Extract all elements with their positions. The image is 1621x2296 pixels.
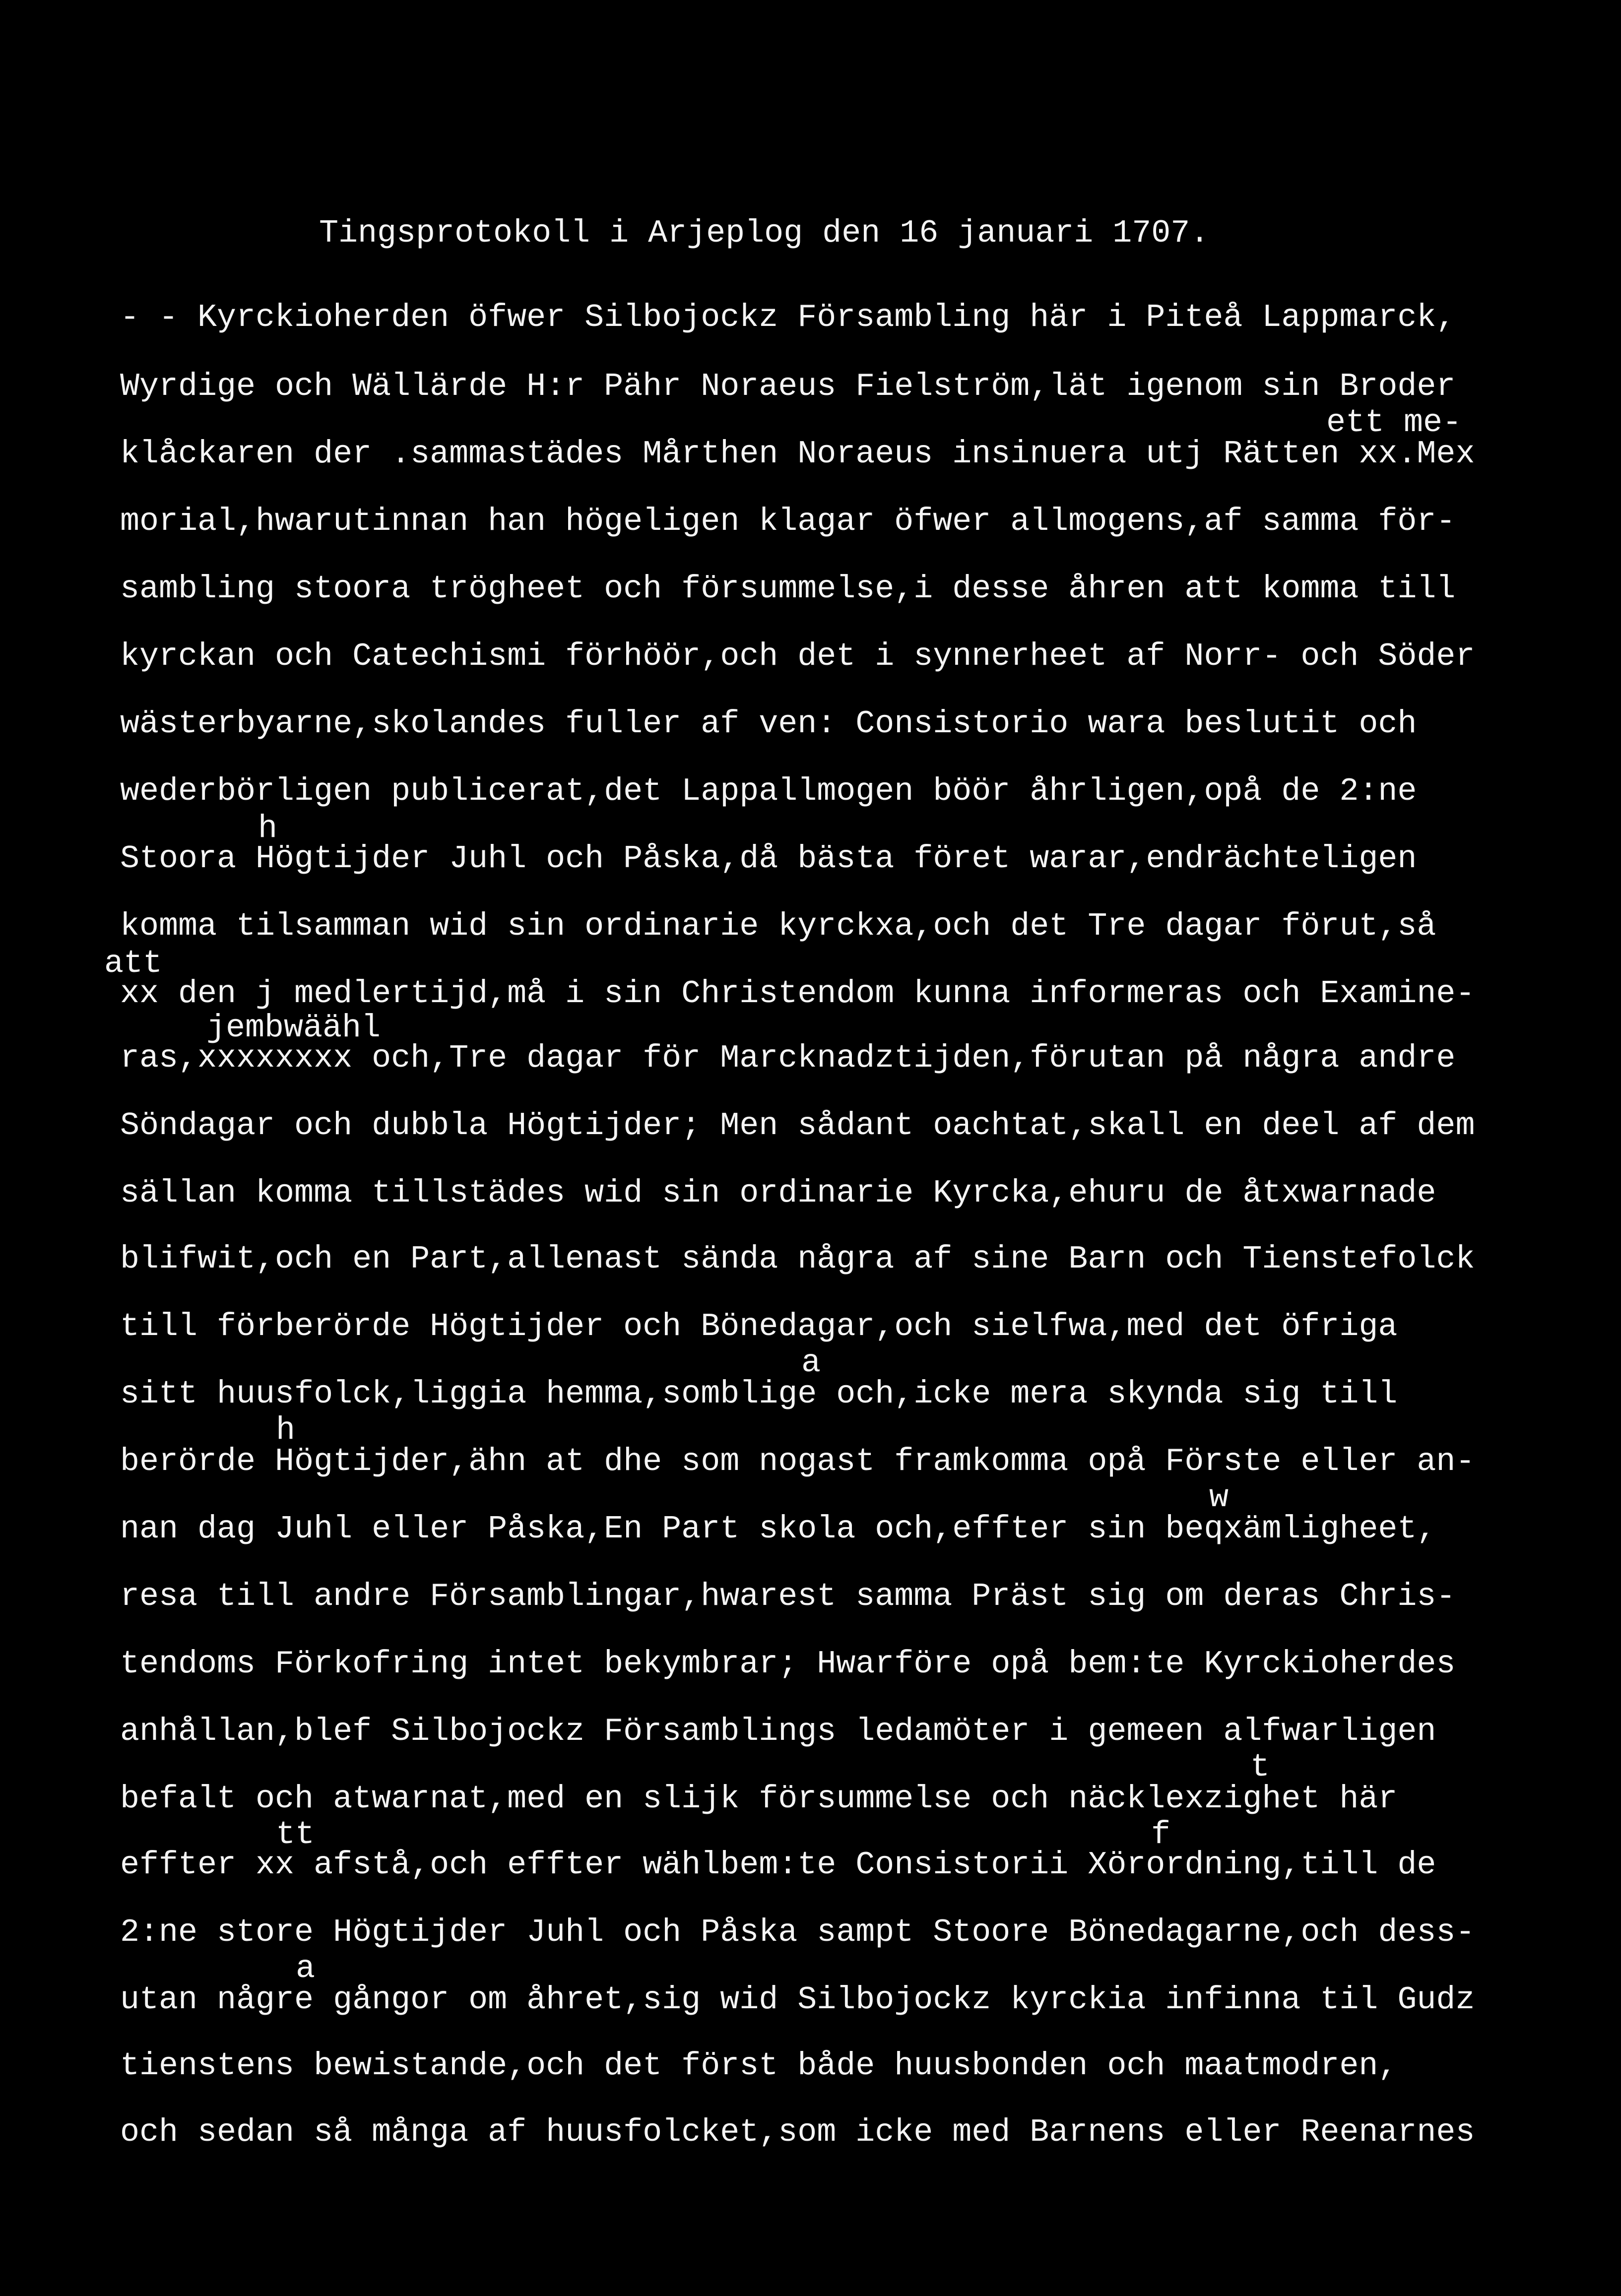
text-line: utan någre gångor om åhret,sig wid Silbojockz kyrckia infinna til Gudz (120, 1981, 1475, 2018)
interlinear-insertion: jembwäähl (206, 1010, 381, 1046)
text-line: morial,hwarutinnan han högeligen klagar öfwer allmogens,af samma för- (120, 503, 1456, 540)
interlinear-insertion: ett me- (1326, 404, 1462, 441)
interlinear-insertion: t (1250, 1749, 1270, 1786)
text-line: till förberörde Högtijder och Bönedagar,och sielfwa,med det öfriga (120, 1308, 1398, 1345)
text-line: tendoms Förkofring intet bekymbrar; Hwarföre opå bem:te Kyrckioherdes (120, 1646, 1456, 1682)
interlinear-insertion: att (104, 945, 163, 982)
text-line: xx den j medlertijd,må i sin Christendom kunna informeras och Examine- (120, 975, 1475, 1012)
text-line: blifwit,och en Part,allenast sända några af sine Barn och Tienstefolck (120, 1241, 1475, 1277)
text-line: nan dag Juhl eller Påska,En Part skola och,effter sin beqxämligheet, (120, 1511, 1436, 1547)
text-line: Wyrdige och Wällärde H:r Pähr Noraeus Fielström,lät igenom sin Broder (120, 368, 1456, 405)
text-line: klåckaren der .sammastädes Mårthen Noraeus insinuera utj Rätten xx.Mex (120, 436, 1475, 472)
interlinear-insertion: f (1151, 1816, 1171, 1853)
text-line: anhållan,blef Silbojockz Församblings ledamöter i gemeen alfwarligen (120, 1713, 1436, 1750)
text-line: komma tilsamman wid sin ordinarie kyrckxa,och det Tre dagar förut,så (120, 908, 1436, 945)
text-line: berörde Högtijder,ähn at dhe som nogast framkomma opå Förste eller an- (120, 1443, 1475, 1480)
text-line: 2:ne store Högtijder Juhl och Påska sampt Stoore Bönedagarne,och dess- (120, 1914, 1475, 1951)
text-line: sambling stoora trögheet och försummelse,i desse åhren att komma till (120, 571, 1456, 607)
text-line: - - Kyrckioherden öfwer Silbojockz Försambling här i Piteå Lappmarck, (120, 299, 1456, 336)
text-line: effter xx afstå,och effter wählbem:te Consistorii Xörordning,till de (120, 1847, 1436, 1883)
interlinear-insertion: h (276, 1412, 296, 1449)
text-line: sitt huusfolck,liggia hemma,somblige och,icke mera skynda sig till (120, 1376, 1398, 1412)
text-line: ras,xxxxxxxx och,Tre dagar för Marcknadztijden,förutan på några andre (120, 1040, 1456, 1077)
interlinear-insertion: a (296, 1950, 316, 1987)
document-title: Tingsprotokoll i Arjeplog den 16 januari 1707. (319, 215, 1210, 252)
text-line: wederbörligen publicerat,det Lappallmogen böör åhrligen,opå de 2:ne (120, 773, 1417, 810)
interlinear-insertion: w (1209, 1479, 1229, 1516)
text-line: Stoora Högtijder Juhl och Påska,då bästa föret warar,endrächteligen (120, 840, 1417, 877)
text-line: Söndagar och dubbla Högtijder; Men sådant oachtat,skall en deel af dem (120, 1107, 1475, 1144)
interlinear-insertion: a (801, 1344, 821, 1381)
interlinear-insertion: tt (276, 1816, 315, 1853)
text-line: kyrckan och Catechismi förhöör,och det i synnerheet af Norr- och Söder (120, 638, 1475, 675)
text-line: befalt och atwarnat,med en slijk försummelse och näcklexzighet här (120, 1781, 1398, 1817)
text-line: wästerbyarne,skolandes fuller af ven: Consistorio wara beslutit och (120, 705, 1417, 742)
text-line: sällan komma tillstädes wid sin ordinarie Kyrcka,ehuru de åtxwarnade (120, 1175, 1436, 1212)
text-line: tienstens bewistande,och det först både huusbonden och maatmodren, (120, 2047, 1398, 2084)
text-line: och sedan så många af huusfolcket,som icke med Barnens eller Reenarnes (120, 2114, 1475, 2151)
text-line: resa till andre Församblingar,hwarest samma Präst sig om deras Chris- (120, 1578, 1456, 1615)
interlinear-insertion: h (258, 810, 278, 847)
